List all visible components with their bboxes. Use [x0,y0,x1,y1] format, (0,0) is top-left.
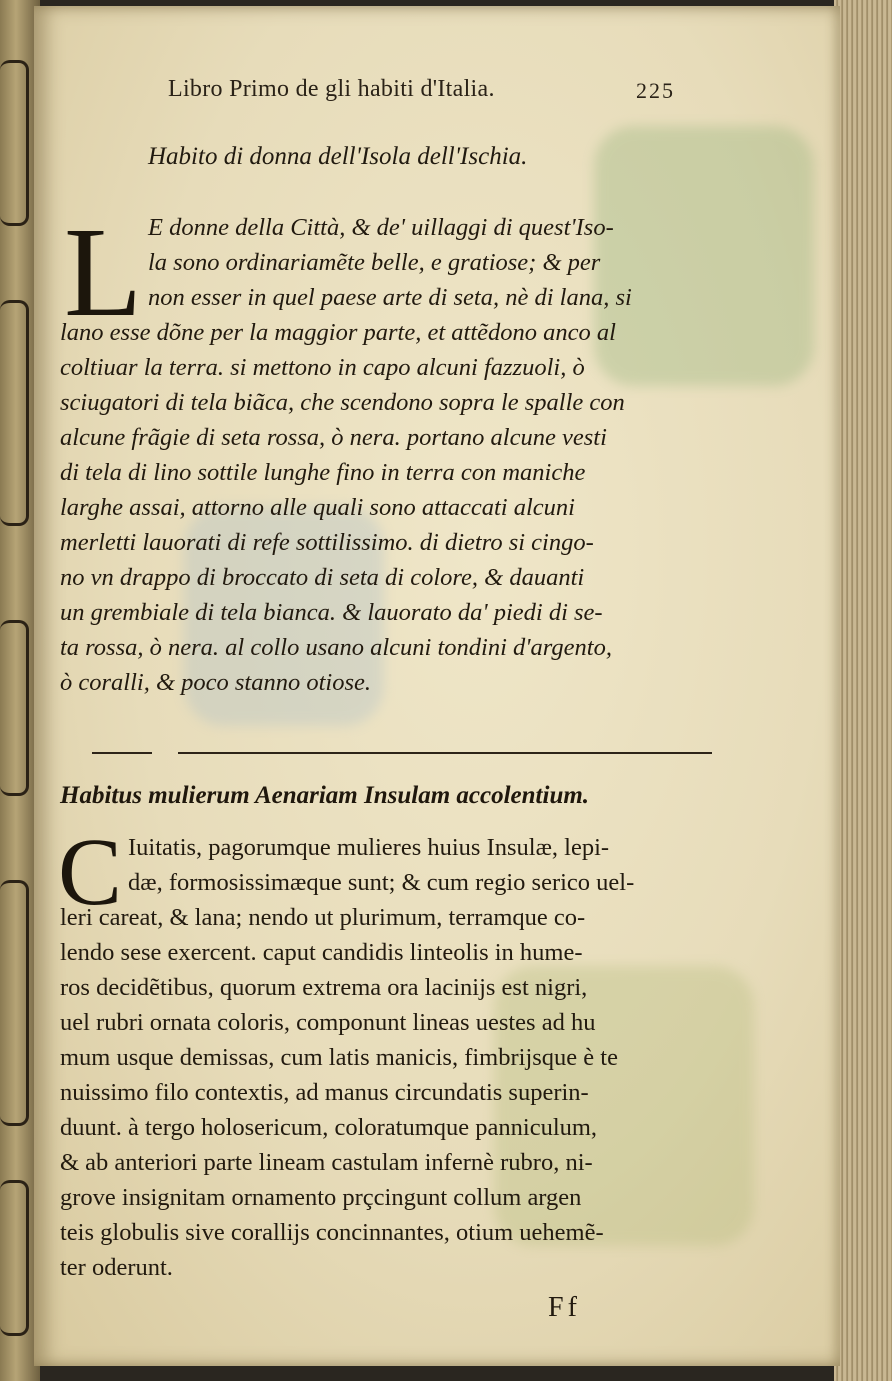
page-edges [834,0,892,1381]
text-line: di tela di lino sottile lunghe fino in terra con maniche [60,459,586,486]
drop-cap-initial: C [58,818,123,925]
text-line: ta rossa, ò nera. al collo usano alcuni tondini d'argento, [60,634,612,661]
text-line: E donne della Città, & de' uillaggi di quest'Iso- [148,214,614,241]
text-line: Iuitatis, pagorumque mulieres huius Insulæ, lepi- [128,834,610,861]
text-line: alcune frãgie di seta rossa, ò nera. portano alcune vesti [60,424,607,451]
ornament-border [0,60,29,226]
text-line: nuissimo filo contextis, ad manus circundatis superin- [60,1079,589,1106]
signature-mark: Ff [548,1292,581,1323]
text-line: dæ, formosissimæque sunt; & cum regio serico uel- [128,869,635,896]
text-line: teis globulis sive corallijs concinnantes, otium uehemẽ- [60,1219,604,1246]
text-line: ros decidẽtibus, quorum extrema ora lacinijs est nigri, [60,974,588,1001]
text-line: larghe assai, attorno alle quali sono attaccati alcuni [60,494,575,521]
text-line: coltiuar la terra. si mettono in capo alcuni fazzuoli, ò [60,354,585,381]
text-line: non esser in quel paese arte di seta, nè di lana, si [148,284,632,311]
text-line: la sono ordinariamẽte belle, e gratiose; & per [148,249,601,276]
section-divider [178,752,712,754]
text-line: lendo sese exercent. caput candidis linteolis in hume- [60,939,583,966]
text-line: duunt. à tergo holosericum, coloratumque panniculum, [60,1114,598,1141]
latin-section-title: Habitus mulierum Aenariam Insulam accolentium. [60,782,590,809]
running-head: Libro Primo de gli habiti d'Italia. [168,76,495,102]
text-line: sciugatori di tela biãca, che scendono sopra le spalle con [60,389,625,416]
text-line: leri careat, & lana; nendo ut plurimum, terramque co- [60,904,586,931]
text-line: grove insignitam ornamento prçcingunt collum argen [60,1184,582,1211]
text-line: mum usque demissas, cum latis manicis, fimbrijsque è te [60,1044,618,1071]
ornament-border [0,620,29,796]
text-line: uel rubri ornata coloris, componunt lineas uestes ad hu [60,1009,596,1036]
section-divider-short [92,752,152,754]
plate-bleed-through [594,126,814,386]
text-line: un grembiale di tela bianca. & lauorato da' piedi di se- [60,599,603,626]
text-line: merletti lauorati di refe sottilissimo. di dietro si cingo- [60,529,594,556]
page-number: 225 [636,78,675,103]
ornament-border [0,1180,29,1336]
text-line: & ab anteriori parte lineam castulam infernè rubro, ni- [60,1149,593,1176]
text-line: lano esse dõne per la maggior parte, et attẽdono anco al [60,319,616,346]
text-line: no vn drappo di broccato di seta di colore, & dauanti [60,564,585,591]
ornament-border [0,300,29,526]
ornament-border [0,880,29,1126]
italian-section-title: Habito di donna dell'Isola dell'Ischia. [148,143,528,170]
text-line: ò coralli, & poco stanno otiose. [60,669,371,696]
text-line: ter oderunt. [60,1254,173,1281]
drop-cap-initial: L [64,201,143,343]
